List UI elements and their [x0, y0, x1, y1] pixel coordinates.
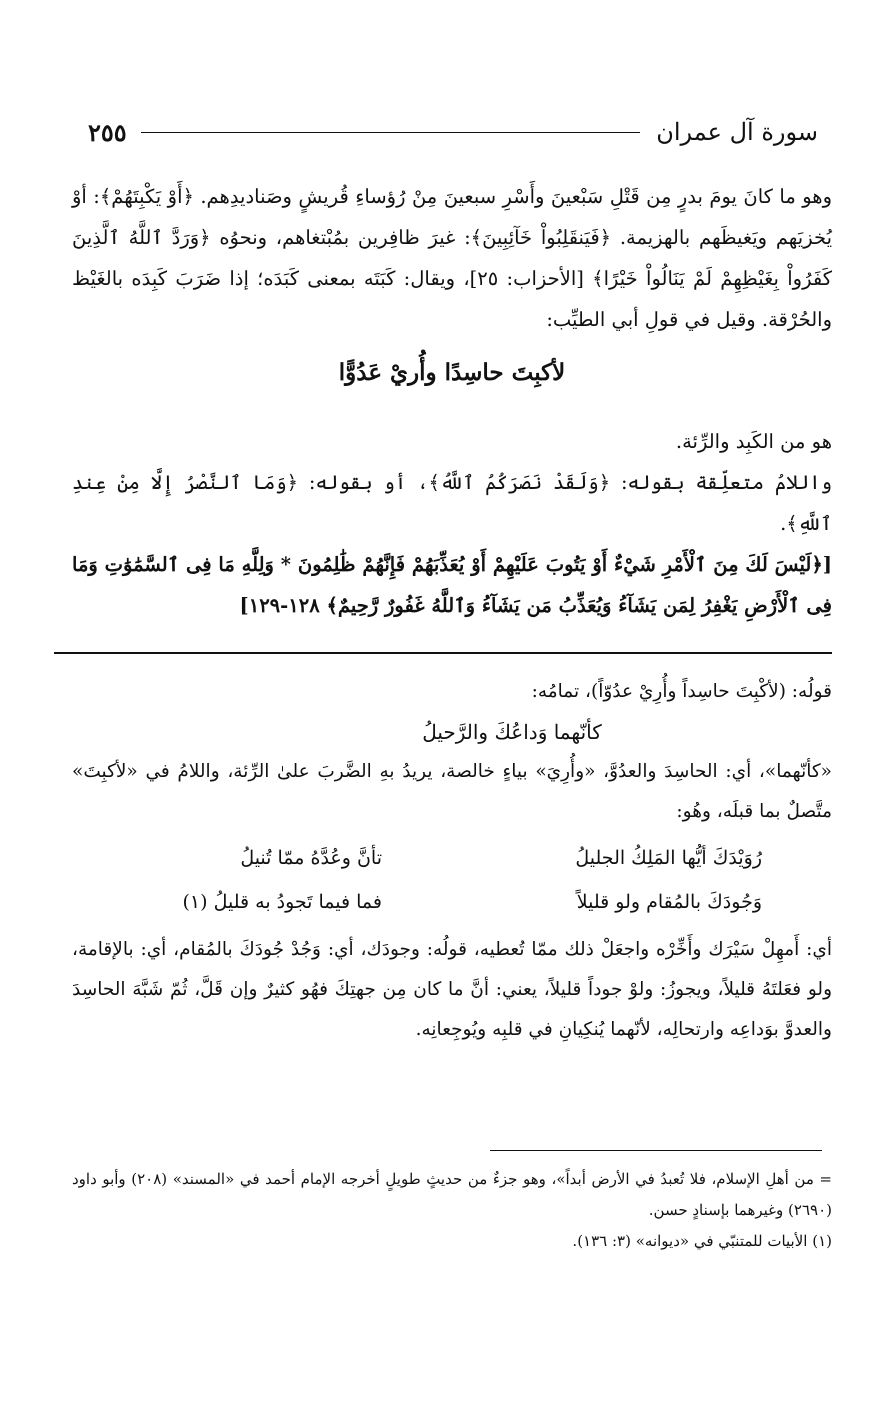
footnote-1: (١) الأبيات للمتنبّي في «ديوانه» (٣: ١٣٦). — [572, 1232, 832, 1250]
couplet-2-second-hemistich: فما فيما تَجودُ به قليلُ (١) — [182, 891, 382, 913]
footnote-continuation: = من أهلِ الإسلام، فلا تُعبدُ في الأرض أبداً»، وهو جزءٌ من حديثٍ طويلٍ أخرجه الإمام أحمد في «المسند» (٢٠٨) وأبو داود (٢٦٩٠) وغيرهما بإسنادٍ حسن. — [72, 1170, 832, 1219]
footnote-rule — [490, 1150, 822, 1151]
main-paragraph-2: هو من الكَبِد والرِّئة. — [675, 430, 832, 453]
main-paragraph-1: وهو ما كانَ يومَ بدرٍ مِن قَتْلِ سَبْعينَ وأَسْرِ سبعينَ مِنْ رُؤساءِ قُريشٍ وصَناديدِهم. ﴿أَوْ يَكْبِتَهُمْ﴾: أوْ يُخزيَهم ويَغيظَهم بالهزيمة. ﴿فَيَنقَلِبُواْ خَآئِبِينَ﴾: غيرَ ظافِرين بمُبْتغاهم، ونحوُه ﴿وَرَدَّ ٱللَّهُ ٱلَّذِينَ كَفَرُواْ بِغَيْظِهِمْ لَمْ يَنَالُواْ خَيْرًا﴾ [الأحزاب: ٢٥]، ويقال: كَبَتَه بمعنى كَبَدَه؛ إذا ضَرَبَ كَبِدَه بالغَيْظ والحُرْقة. وقيل في قولِ أبي الطيِّب: — [72, 185, 832, 331]
page-number: ٢٥٥ — [88, 117, 127, 147]
commentary-block — [72, 672, 832, 1050]
running-header — [88, 112, 818, 152]
surah-title: سورة آل عمران — [656, 118, 818, 146]
couplet-1-second-hemistich: تأنَّ وعُدَّهُ ممّا تُنيلُ — [240, 847, 382, 869]
couplet-1-first-hemistich: رُوَيْدَكَ أيُّها المَلِكُ الجليلُ — [575, 847, 762, 869]
commentary-intro: قولُه: (لأكْبِتَ حاسِداً وأُرِيْ عدُوّاً)، تمامُه: — [531, 681, 832, 702]
main-text-block — [72, 176, 832, 626]
couplet-2-first-hemistich: وَجُودَكَ بالمُقام ولو قليلاً — [576, 891, 762, 913]
commentary-explanation: «كأنّهما»، أي: الحاسِدَ والعدُوَّ، «وأُرِيَ» بياءٍ خالصة، يريدُ بهِ الضَّربَ علىٰ الرِّئة، واللامُ في «لأكبِتَ» متَّصلٌ بما قبلَه، وهُو: — [72, 761, 832, 822]
header-rule — [141, 132, 641, 133]
quran-verses: [﴿لَيْسَ لَكَ مِنَ ٱلْأَمْرِ شَيْءٌ أَوْ يَتُوبَ عَلَيْهِمْ أَوْ يُعَذِّبَهُمْ فَإِنَّهُمْ ظَٰلِمُونَ * وَلِلَّهِ مَا فِى ٱلسَّمَٰوَٰتِ وَمَا فِى ٱلْأَرْضِ يَغْفِرُ لِمَن يَشَآءُ وَيُعَذِّبُ مَن يَشَآءُ وَٱللَّهُ غَفُورٌ رَّحِيمٌ﴾ ١٢٨-١٢٩] — [72, 553, 832, 617]
poem-quote: لأكبِتَ حاسِدًا وأُريْ عَدُوًّا — [338, 359, 566, 386]
main-paragraph-3: واللامُ متعلِّقة بقوله: ﴿وَلَقَدْ نَصَرَكُمُ ٱللَّهُ﴾، أو بقوله: ﴿وَمَا ٱلنَّصْرُ إِلَّا مِنْ عِندِ ٱللَّهِ﴾. — [72, 471, 832, 535]
poem-half-line: كأنّهما وَداعُكَ والرَّحيلُ — [422, 720, 602, 744]
footnotes-block — [72, 1164, 832, 1257]
commentary-final: أي: أَمهِلْ سَيْرَك وأَخِّرْه واجعَلْ ذلك ممّا تُعطيه، قولُه: وجودَك، أي: وَجُدْ جُودَكَ بالمُقام، أي: بالإقامة، ولو فعَلتَهُ قليلاً، ويجوزُ: ولوْ جوداً قليلاً، يعني: أنَّ ما كان مِن جهتِكَ فهُو كثيرٌ وإن قَلَّ، ثُمّ شَبَّهَ الحاسِدَ والعدوَّ بوَداعِه وارتحالِه، لأنّهما يُنكِيانِ في قلبِه ويُوجِعانِه. — [72, 939, 832, 1040]
main-separator-rule — [54, 652, 832, 654]
poem-couplets — [72, 836, 832, 924]
